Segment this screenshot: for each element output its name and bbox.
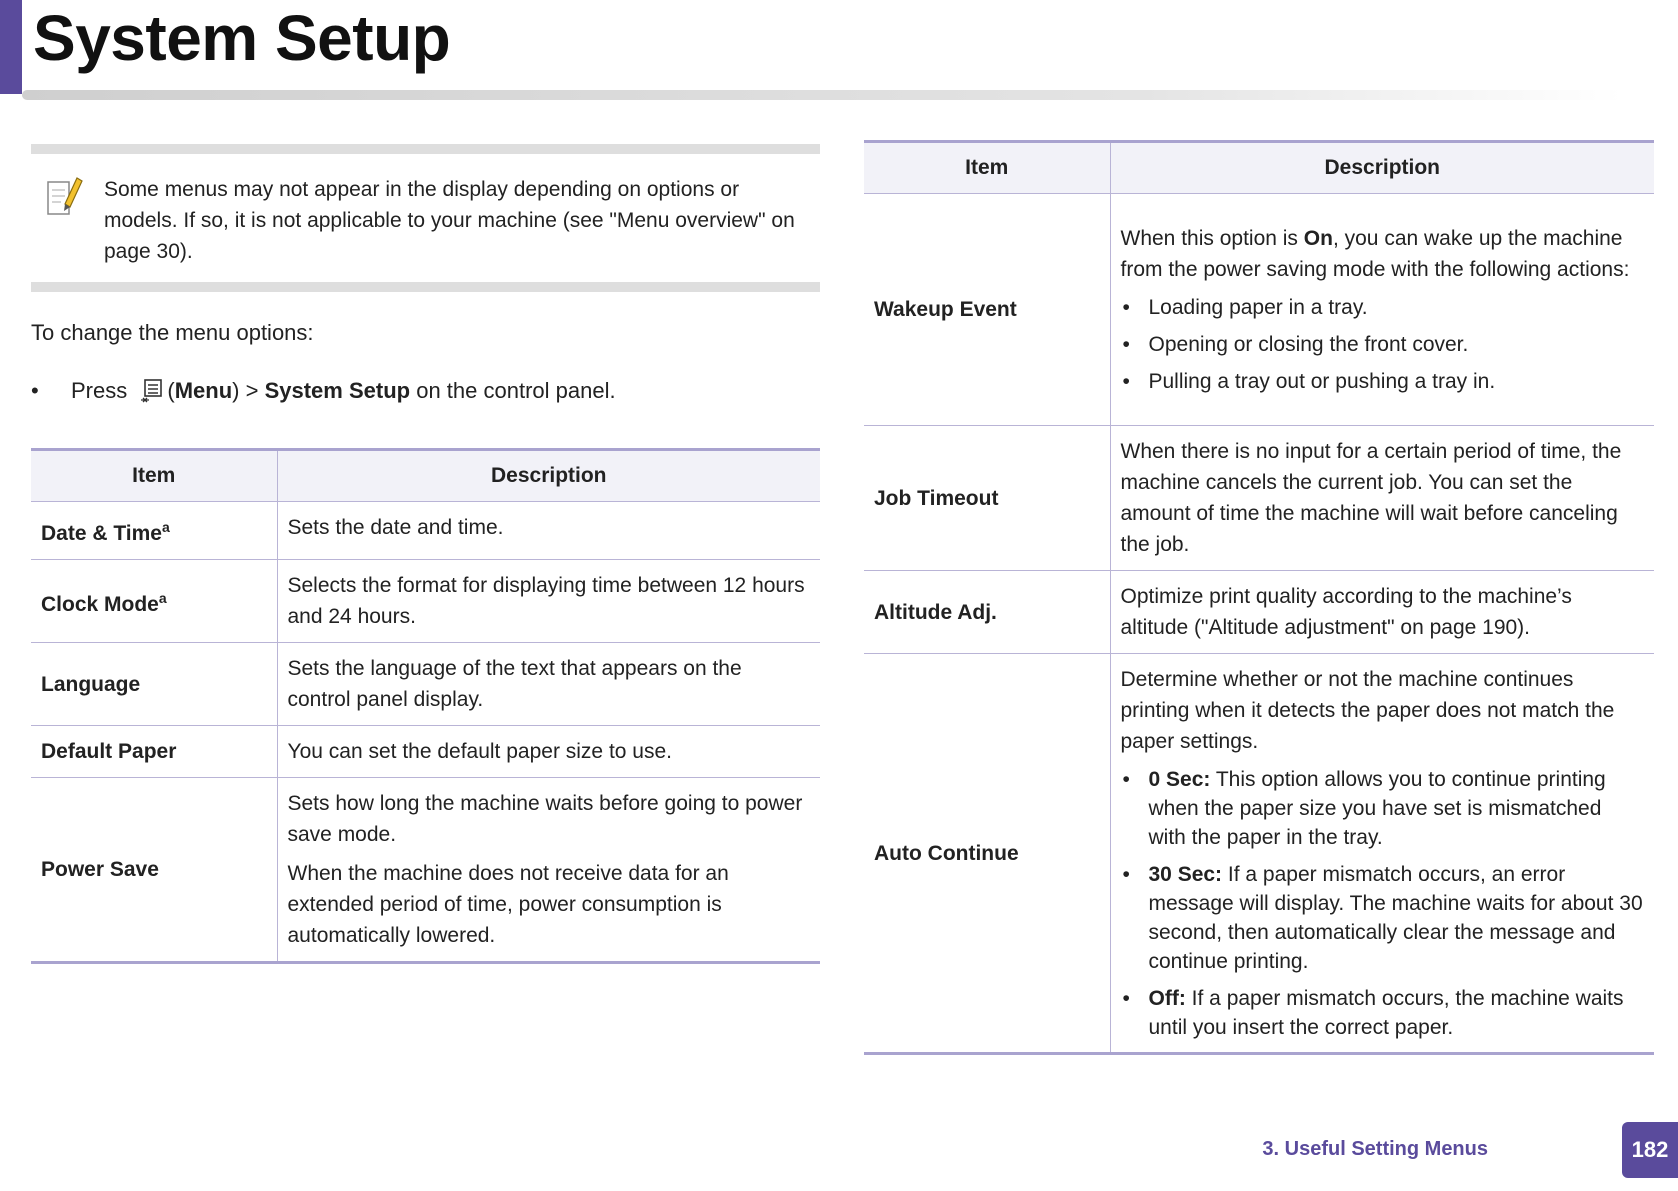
item-default-paper: Default Paper bbox=[31, 726, 277, 778]
desc-job-timeout: When there is no input for a certain period of time, the machine cancels the current job. You can set the amount of time the machine will wait before canceling the job. bbox=[1110, 426, 1654, 571]
page-number: 182 bbox=[1622, 1122, 1678, 1178]
instruction-menu-label: Menu bbox=[174, 378, 233, 403]
header-description: Description bbox=[277, 450, 820, 502]
table-row bbox=[31, 726, 820, 778]
list-item: • Loading paper in a tray. bbox=[1121, 293, 1645, 322]
item-job-timeout: Job Timeout bbox=[864, 426, 1110, 571]
auto-continue-intro: Determine whether or not the machine continues printing when it detects the paper does not match the paper settings. bbox=[1120, 668, 1615, 753]
page-title: System Setup bbox=[33, 2, 451, 74]
list-item: • 0 Sec: This option allows you to continue printing when the paper size you have set is mismatched with the paper in the tray. bbox=[1121, 765, 1645, 852]
table-row bbox=[864, 654, 1654, 1054]
instruction-suffix: on the control panel. bbox=[416, 378, 616, 403]
footer-chapter: 3. Useful Setting Menus bbox=[1262, 1138, 1488, 1160]
item-auto-continue: Auto Continue bbox=[864, 654, 1110, 1054]
item-altitude-adj: Altitude Adj. bbox=[864, 571, 1110, 654]
system-setup-table-right bbox=[864, 140, 1654, 1055]
table-row bbox=[864, 571, 1654, 654]
desc-language: Sets the language of the text that appears on the control panel display. bbox=[277, 643, 820, 726]
list-item: • Opening or closing the front cover. bbox=[1121, 330, 1645, 359]
system-setup-table-left bbox=[31, 448, 820, 964]
note-text: Some menus may not appear in the display depending on options or models. If so, it is not applicable to your machine (see "Menu overview" on page 30). bbox=[104, 178, 795, 263]
desc-wakeup-event bbox=[1110, 194, 1654, 426]
desc-clock-mode: Selects the format for displaying time between 12 hours and 24 hours. bbox=[277, 560, 820, 643]
table-row bbox=[864, 426, 1654, 571]
power-save-desc-1: Sets how long the machine waits before going to power save mode. bbox=[287, 792, 803, 846]
instruction-open-paren: ( bbox=[167, 378, 175, 403]
instruction-bullet: • bbox=[31, 378, 39, 403]
item-date-time: Date & Time$^a$ bbox=[31, 502, 277, 560]
instruction-target: System Setup bbox=[264, 378, 411, 403]
desc-power-save bbox=[277, 778, 820, 963]
table-row bbox=[864, 194, 1654, 426]
title-divider bbox=[22, 90, 1622, 100]
auto-continue-options bbox=[1121, 765, 1645, 1042]
instruction-separator: ) > bbox=[232, 378, 259, 403]
table-row bbox=[31, 502, 820, 560]
title-accent-bar bbox=[0, 0, 22, 94]
list-item: • Off: If a paper mismatch occurs, the machine waits until you insert the correct paper. bbox=[1121, 984, 1645, 1042]
wakeup-actions bbox=[1121, 293, 1645, 396]
list-item: • Pulling a tray out or pushing a tray in. bbox=[1121, 367, 1645, 396]
footnote-marker: a bbox=[162, 519, 170, 535]
table-row bbox=[31, 778, 820, 963]
wakeup-intro: When this option is On, you can wake up the machine from the power saving mode with the following actions: bbox=[1120, 227, 1630, 281]
table-row bbox=[31, 643, 820, 726]
desc-auto-continue bbox=[1110, 654, 1654, 1054]
header-description: Description bbox=[1110, 142, 1654, 194]
power-save-desc-2: When the machine does not receive data for an extended period of time, power consumption is automatically lowered. bbox=[287, 862, 729, 947]
header-item: Item bbox=[31, 450, 277, 502]
desc-date-time: Sets the date and time. bbox=[277, 502, 820, 560]
instruction-line bbox=[31, 378, 616, 404]
table-header-row bbox=[31, 450, 820, 502]
menu-icon bbox=[139, 378, 165, 404]
note-box bbox=[31, 144, 820, 292]
desc-default-paper: You can set the default paper size to use. bbox=[277, 726, 820, 778]
header-item: Item bbox=[864, 142, 1110, 194]
desc-altitude-adj: Optimize print quality according to the machine’s altitude ("Altitude adjustment" on page 190). bbox=[1110, 571, 1654, 654]
item-wakeup-event: Wakeup Event bbox=[864, 194, 1110, 426]
table-header-row bbox=[864, 142, 1654, 194]
instruction-press: Press bbox=[71, 378, 128, 403]
note-pencil-icon bbox=[45, 174, 83, 218]
footnote-marker: a bbox=[158, 589, 167, 606]
table-row bbox=[31, 560, 820, 643]
intro-text: To change the menu options: bbox=[31, 320, 314, 345]
item-power-save: Power Save bbox=[31, 778, 277, 963]
item-clock-mode: Clock Mode$^a$ bbox=[31, 560, 277, 643]
item-language: Language bbox=[31, 643, 277, 726]
list-item: • 30 Sec: If a paper mismatch occurs, an error message will display. The machine waits for about 30 second, then automatically clear the message and continue printing. bbox=[1121, 860, 1645, 976]
